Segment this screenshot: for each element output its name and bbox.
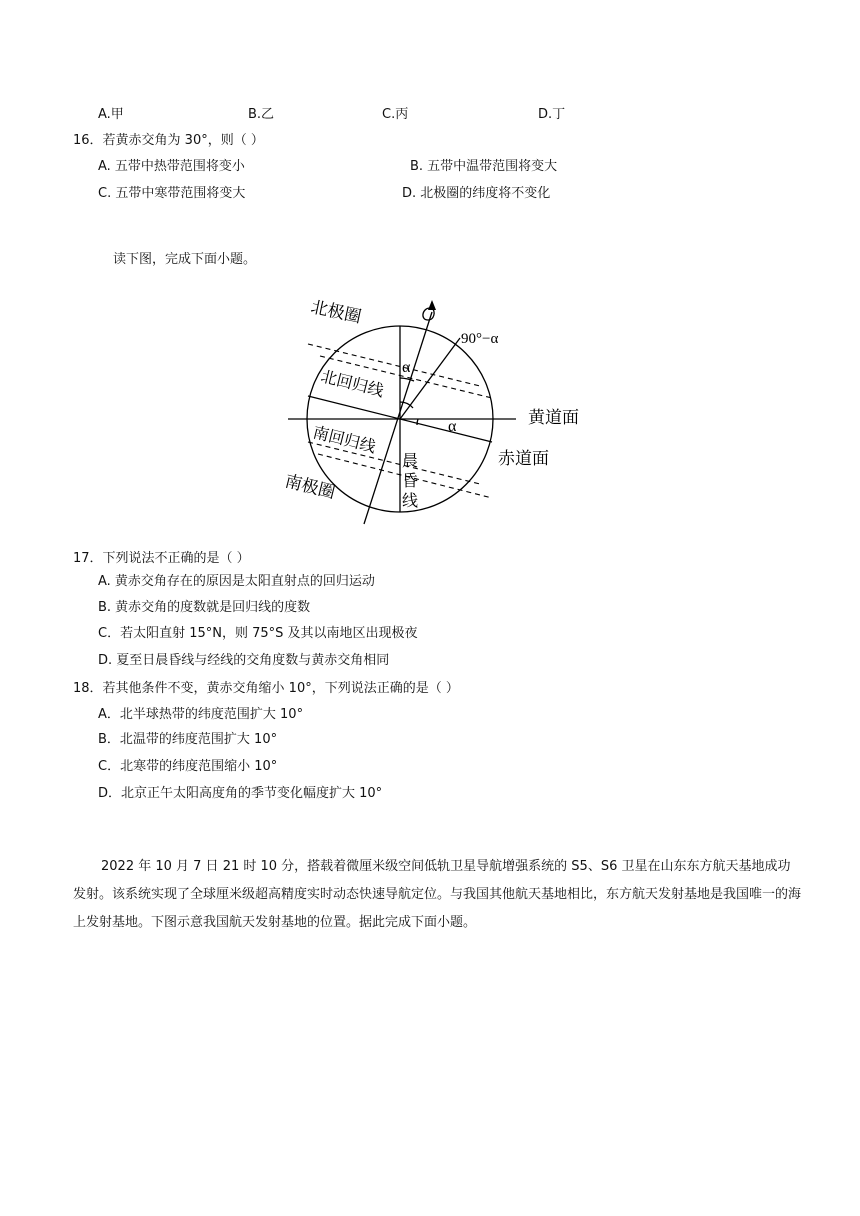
ecliptic-diagram [280, 286, 600, 526]
option-d: D. 北极圈的纬度将不变化 [402, 186, 551, 201]
option-d: D．北京正午太阳高度角的季节变化幅度扩大 10° [98, 786, 383, 801]
option-c: C．北寒带的纬度范围缩小 10° [98, 759, 278, 774]
label-terminator [402, 452, 418, 510]
option-d: D.丁 [538, 107, 566, 122]
intro-text: 读下图，完成下面小题。 [113, 252, 257, 267]
rotation-arrowhead [428, 300, 436, 310]
question-stem: 若其他条件不变，黄赤交角缩小 10°，下列说法正确的是（ ） [102, 681, 459, 696]
option-b: B．北温带的纬度范围扩大 10° [98, 732, 278, 747]
option-a: A.甲 [98, 107, 124, 122]
question-stem: 下列说法不正确的是（ ） [102, 551, 250, 566]
option-a: A. 五带中热带范围将变小 [98, 159, 245, 174]
label-equator-plane: 赤道面 [498, 449, 549, 468]
terminator-char: 昏 [402, 473, 419, 490]
paragraph-text: 2022 年 10 月 7 日 21 时 10 分，搭载着微厘米级空间低轨卫星导航增强系统的 S5、S6 卫星在山东东方航天基地成功发射。该系统实现了全球厘米级超高精度实时动态快速导航定位。与我国其他航天基地相比，东方航天发射基地是我国唯一的海上发射基地。下图示意我国航天发射基地的位置。据此完成下面小题。 [73, 859, 802, 930]
label-antarctic-circle: 南极圈 [283, 471, 338, 503]
terminator-char: 线 [402, 493, 419, 510]
question-number: 16． [73, 133, 103, 148]
option-c: C．若太阳直射 15°N，则 75°S 及其以南地区出现极夜 [98, 626, 418, 641]
question-number: 18． [73, 681, 103, 696]
option-c: C.丙 [382, 107, 409, 122]
earth-axis [364, 312, 432, 524]
tropic-capricorn-line [308, 442, 480, 484]
question-stem: 若黄赤交角为 30°，则（ ） [102, 133, 264, 148]
label-90-minus-alpha: 90°−α [461, 331, 499, 347]
question-18 [73, 680, 459, 698]
label-tropic-capricorn: 南回归线 [311, 424, 378, 457]
label-alpha-top: α [402, 359, 411, 376]
question-17 [73, 550, 250, 568]
option-b: B.乙 [248, 107, 275, 122]
label-ecliptic-plane: 黄道面 [528, 408, 579, 427]
option-a: A. 黄赤交角存在的原因是太阳直射点的回归运动 [98, 574, 375, 589]
question-number: 17． [73, 551, 103, 566]
option-d: D. 夏至日晨昏线与经线的交角度数与黄赤交角相同 [98, 653, 390, 668]
option-c: C. 五带中寒带范围将变大 [98, 186, 246, 201]
question-16 [73, 132, 264, 150]
reading-paragraph [73, 853, 803, 937]
option-b: B. 黄赤交角的度数就是回归线的度数 [98, 600, 311, 615]
label-alpha-right: α [448, 418, 457, 435]
terminator-char: 晨 [402, 453, 419, 470]
option-a: A．北半球热带的纬度范围扩大 10° [98, 707, 304, 722]
option-b: B. 五带中温带范围将变大 [410, 159, 558, 174]
label-tropic-cancer: 北回归线 [319, 368, 386, 401]
label-arctic-circle: 北极圈 [309, 297, 364, 327]
